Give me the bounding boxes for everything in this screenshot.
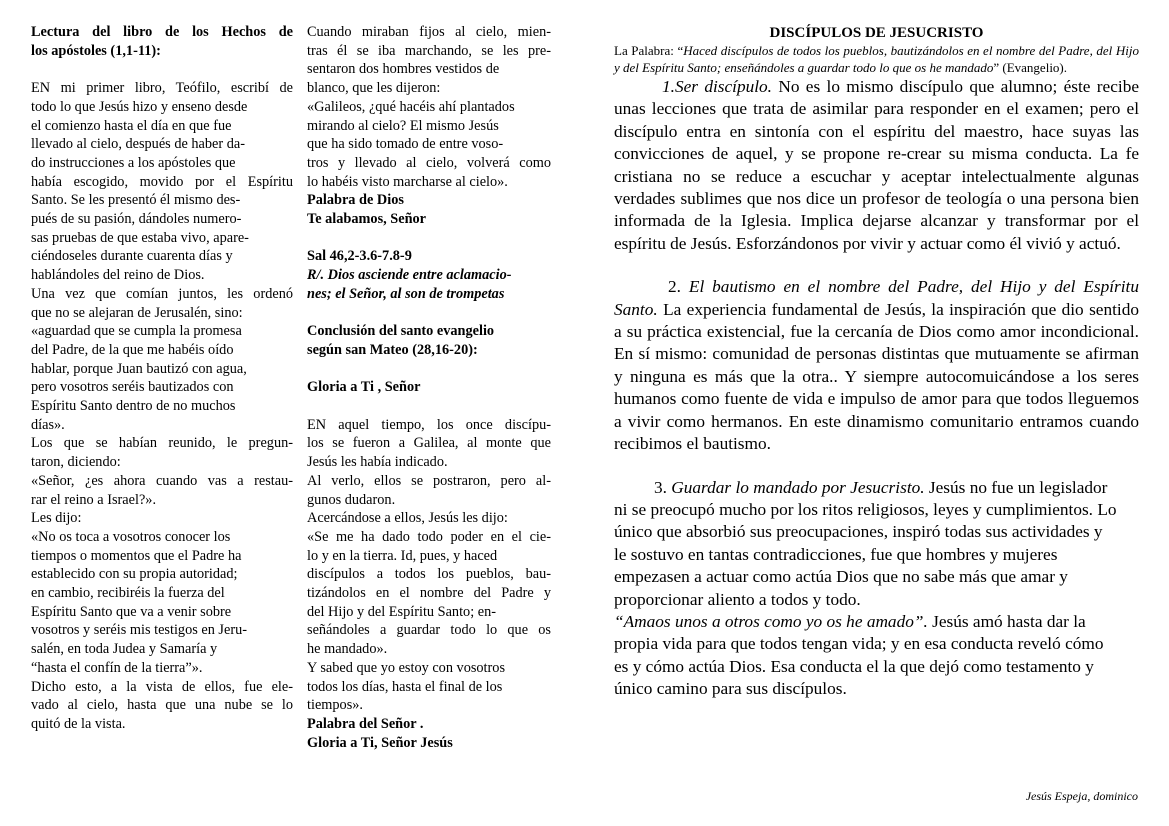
text-line: los apóstoles (1,1-11): <box>31 42 161 59</box>
text-line: Espíritu Santo dentro de no muchos <box>31 398 236 415</box>
reading-gospel-column <box>307 23 551 752</box>
text-line: Los que se habían reunido, le pregun- <box>31 435 293 452</box>
reading-acts-column <box>31 23 293 734</box>
text-line: «Galileos, ¿qué hacéis ahí plantados <box>307 98 515 115</box>
text-line: tiempos». <box>307 697 363 714</box>
text-line: salén, en toda Judea y Samaría y <box>31 641 218 658</box>
text-line: sas pruebas de que estaba vivo, apare- <box>31 229 249 246</box>
text-line: rar el reino a Israel?». <box>31 491 157 508</box>
text-line <box>31 60 293 79</box>
text-line: que no se alejaran de Jerusalén, sino: <box>31 304 243 321</box>
text-line: discípulos a todos los pueblos, bau- <box>307 566 551 583</box>
text-line: Conclusión del santo evangelio <box>307 323 495 340</box>
text-line: hablar, porque Juan bautizó con agua, <box>31 360 247 377</box>
text-line: Te alabamos, Señor <box>307 211 427 228</box>
text-line: vado al cielo, hasta que una nube se lo <box>31 697 293 714</box>
text-line: «Señor, ¿es ahora cuando vas a restau- <box>31 472 293 489</box>
text-line: según san Mateo (28,16-20): <box>307 341 478 358</box>
text-line: EN aquel tiempo, los once discípu- <box>307 416 551 433</box>
text-line: tros y llevado al cielo, volverá como <box>307 154 551 171</box>
text-line: tras él se iba marchando, se les pre- <box>307 42 551 59</box>
text-line: he mandado». <box>307 641 388 658</box>
text-line: Les dijo: <box>31 510 82 527</box>
author-signature: Jesús Espeja, dominico <box>1025 789 1138 803</box>
text-line: “hasta el confín de la tierra”». <box>31 659 203 676</box>
text-line: hablándoles del reino de Dios. <box>31 267 205 284</box>
text-line: el comienzo hasta el día en que fue <box>31 117 232 134</box>
text-line: los se fueron a Galilea, al monte que <box>307 435 551 452</box>
text-line: del Padre, de la que me habéis oído <box>31 341 234 358</box>
text-line <box>307 229 551 248</box>
text-line: R/. Dios asciende entre aclamacio- <box>307 267 512 284</box>
text-line <box>307 360 551 379</box>
text-line: Gloria a Ti, Señor Jesús <box>307 734 453 751</box>
text-line: «aguardad que se cumpla la promesa <box>31 323 242 340</box>
paragraph-1: 1.Ser discípulo. No es lo mismo discípulo que alumno; éste recibe unas lecciones que trata de asimilar para responder en el examen; pero el discípulo entra en sintonía con el espíritu del maestro, hace suyas las convicciones de aquel, y se propone re-crear su misma conducta. La fe cristiana no se reduce a escuchar y aceptar intelectualmente algunas verdades sublimes que nos dice un profesor de teología o una persona bien informada de la Iglesia. Implica dejarse alcanzar y transformar por el espíritu de Jesús. Esforzándonos por vivir y actuar como él vivió y actuó. <box>614 77 1140 253</box>
text-line: Jesús les había indicado. <box>307 454 448 471</box>
text-line: taron, diciendo: <box>31 454 121 471</box>
text-line: pués de su pasión, dándoles numero- <box>31 211 242 228</box>
text-line: señándoles a guardar todo lo que os <box>307 622 551 639</box>
text-line: Al verlo, ellos se postraron, pero al- <box>307 472 551 489</box>
text-line: blanco, que les dijeron: <box>307 80 441 97</box>
text-line: Y sabed que yo estoy con vosotros <box>307 659 506 676</box>
text-line: vosotros y seréis mis testigos en Jeru- <box>31 622 248 639</box>
intro-quote: La Palabra: “Haced discípulos de todos los pueblos, bautizándolos en el nombre del Padre, del Hijo y del Espíritu Santo; enseñándoles a guardar todo lo que os he mandado” (Evangelio). <box>614 43 1139 75</box>
text-line: llevado al cielo, después de haber da- <box>31 136 245 153</box>
text-line: Gloria a Ti , Señor <box>307 379 421 396</box>
text-line: todo lo que Jesús hizo y enseno desde <box>31 98 248 115</box>
text-line: tizándolos en el nombre del Padre y <box>307 585 551 602</box>
text-line <box>307 397 551 416</box>
text-line: gunos dudaron. <box>307 491 396 508</box>
text-line: que ha sido tomado de entre voso- <box>307 136 504 153</box>
text-line: lo y en la tierra. Id, pues, y haced <box>307 547 498 564</box>
text-line: Sal 46,2-3.6-7.8-9 <box>307 248 412 265</box>
text-line: sentaron dos hombres vestidos de <box>307 61 500 78</box>
paragraph-2: 2. El bautismo en el nombre del Padre, del Hijo y del Espíritu Santo. La experiencia fundamental de Jesús, la inspiración que dio sentido a su práctica existencial, fue la cercanía de Dios como amor incondicional. En sí mismo: comunidad de personas distintas que mutuamente se afirman y ninguna es más que la otra.. Y siempre autocomuicándose a los seres humanos como fuente de vida e impulso de amor para que todos lleguemos a vivir como hermanos. En este dinamismo comunitario entramos cuando recibimos el bautismo. <box>614 277 1140 454</box>
text-line: Dicho esto, a la vista de ellos, fue ele- <box>31 678 293 695</box>
text-line: pero vosotros seréis bautizados con <box>31 379 234 396</box>
text-line: do instrucciones a los apóstoles que <box>31 154 236 171</box>
text-line: «No os toca a vosotros conocer los <box>31 528 231 545</box>
text-line: establecido con su propia autoridad; <box>31 566 238 583</box>
text-line: Una vez que comían juntos, les ordenó <box>31 285 293 302</box>
text-line: había escogido, movido por el Espíritu <box>31 173 293 190</box>
text-line: Santo. Se les presentó él mismo des- <box>31 192 241 209</box>
text-line: Palabra del Señor . <box>307 715 424 732</box>
text-line: Lectura del libro de los Hechos de <box>31 24 293 40</box>
text-line: del Hijo y del Espíritu Santo; en- <box>307 603 497 620</box>
text-line: Espíritu Santo que va a venir sobre <box>31 603 232 620</box>
text-line: ciéndoseles durante cuarenta días y <box>31 248 233 265</box>
text-line: Acercándose a ellos, Jesús les dijo: <box>307 510 508 527</box>
text-line: lo habéis visto marcharse al cielo». <box>307 173 508 190</box>
text-line: nes; el Señor, al son de trompetas <box>307 285 505 302</box>
text-line: quitó de la vista. <box>31 716 126 732</box>
text-line: todos los días, hasta el final de los <box>307 678 503 695</box>
text-line: tiempos o momentos que el Padre ha <box>31 547 242 564</box>
paragraph-3: 3. Guardar lo mandado por Jesucristo. Jesús no fue un legislador ni se preocupó mucho por los ritos religiosos, leyes y cumplimientos. Lo único que absorbió sus preocupaciones, inspiró todas sus actividades y le sostuvo en tantas contradicciones, fue que hombres y mujeres empezasen a actuar como actúa Dios que no sabe más que amar y proporcionar aliento a todos y todo. “Amaos unos a otros como yo os he amado”. Jesús amó hasta dar la propia vida para que todos tengan vida; y en esa conducta reveló cómo es y cómo actúa Dios. Esa conducta el la que dejó como testamento y único camino para sus discípulos. <box>614 477 1117 699</box>
text-line: Cuando miraban fijos al cielo, mien- <box>307 24 551 40</box>
text-line: Palabra de Dios <box>307 192 404 209</box>
text-line: días». <box>31 416 65 433</box>
text-line: «Se me ha dado todo poder en el cie- <box>307 528 551 545</box>
text-line: mirando al cielo? El mismo Jesús <box>307 117 499 134</box>
text-line <box>307 304 551 323</box>
commentary-column <box>614 24 1139 701</box>
text-line: EN mi primer libro, Teófilo, escribí de <box>31 80 293 97</box>
commentary-title: DISCÍPULOS DE JESUCRISTO <box>769 25 984 41</box>
text-line: en cambio, recibiréis la fuerza del <box>31 585 225 602</box>
